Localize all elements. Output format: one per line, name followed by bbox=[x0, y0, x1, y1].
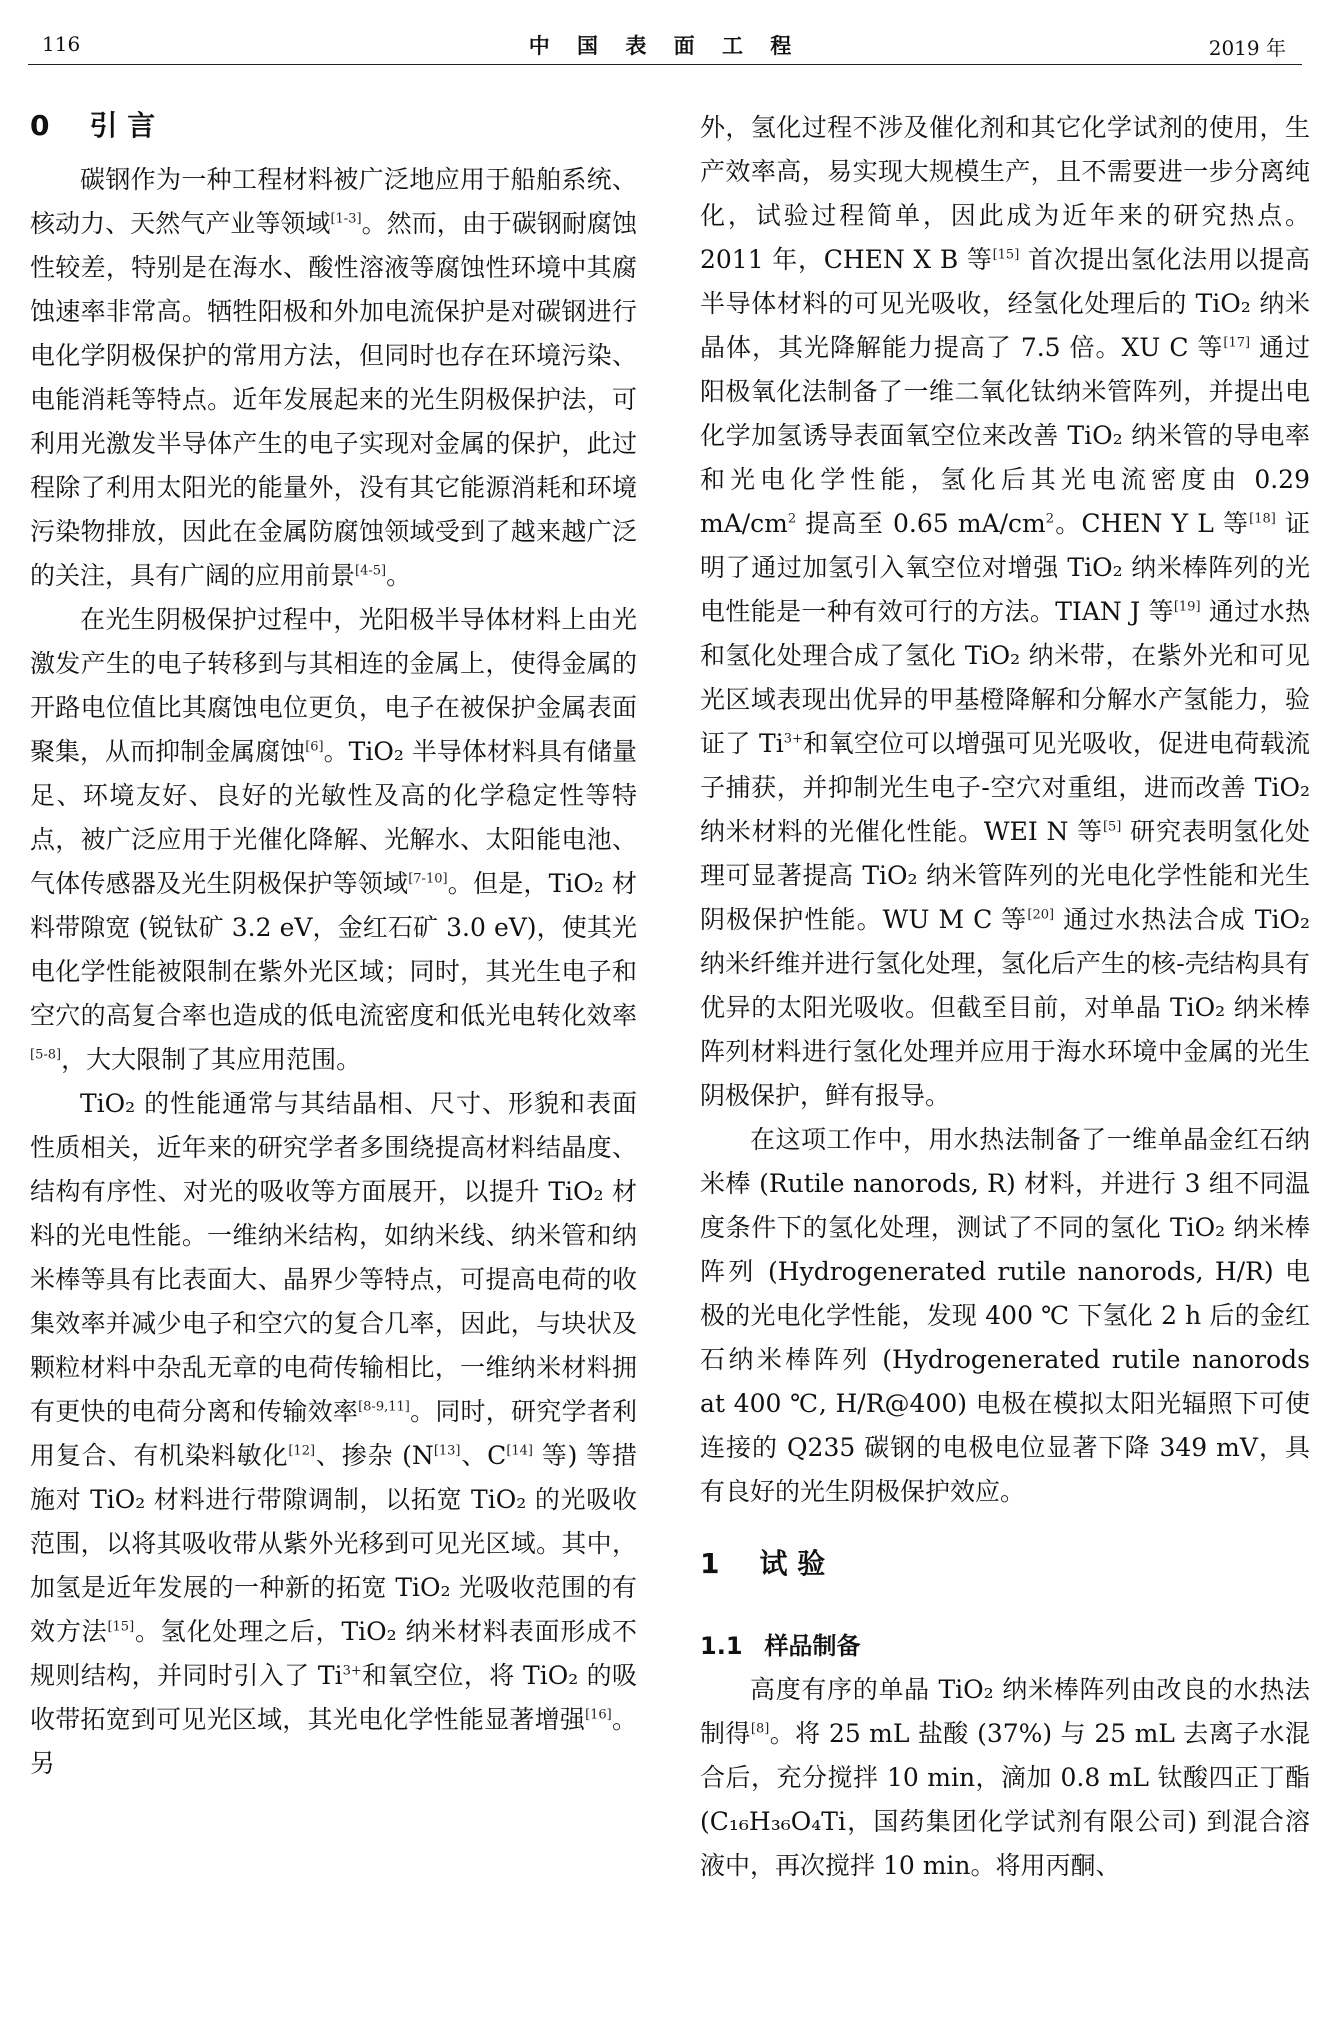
page-number: 116 bbox=[42, 32, 81, 56]
citation: [20] bbox=[1027, 907, 1055, 923]
citation: [5-8] bbox=[30, 1047, 62, 1063]
citation: [4-5] bbox=[355, 563, 387, 579]
running-header bbox=[28, 30, 1302, 65]
publication-year: 2019 年 bbox=[1208, 36, 1286, 60]
citation: [15] bbox=[992, 247, 1020, 263]
citation: [14] bbox=[506, 1443, 533, 1459]
citation: [1-3] bbox=[330, 211, 362, 227]
citation: [17] bbox=[1223, 335, 1251, 351]
paragraph-2: 在光生阴极保护过程中，光阳极半导体材料上由光激发产生的电子转移到与其相连的金属上，使得金属的开路电位值比其腐蚀电位更负，电子在被保护金属表面聚集，从而抑制金属腐蚀[6]。TiO₂ 半导体材料具有储量足、环境友好、良好的光敏性及高的化学稳定性等特点，被广泛应用于光催化降解、光解水、太阳能电池、气体传感器及光生阴极保护等领域[7-10]。但是，TiO₂ 材料带隙宽 (锐钛矿 3.2 eV，金红石矿 3.0 eV)，使其光电化学性能被限制在紫外光区域；同时，其光生电子和空穴的高复合率也造成的低电流密度和低光电转化效率[5-8]，大大限制了其应用范围。 bbox=[30, 605, 637, 1074]
paragraph-6: 高度有序的单晶 TiO₂ 纳米棒阵列由改良的水热法制得[8]。将 25 mL 盐酸 (37%) 与 25 mL 去离子水混合后，充分搅拌 10 min，滴加 0.8 mL 钛酸四正丁酯 (C₁₆H₃₆O₄Ti，国药集团化学试剂有限公司) 到混合溶液中，再次搅拌 10 min。将用丙酮、 bbox=[700, 1675, 1310, 1880]
citation: [13] bbox=[433, 1443, 461, 1459]
section-heading-introduction: 0 引 言 bbox=[30, 109, 156, 142]
citation: [8-9,11] bbox=[358, 1399, 410, 1415]
citation: [15] bbox=[107, 1619, 135, 1635]
citation: [5] bbox=[1102, 819, 1122, 835]
paragraph-4: 外，氢化过程不涉及催化剂和其它化学试剂的使用，生产效率高，易实现大规模生产，且不需要进一步分离纯化，试验过程简单，因此成为近年来的研究热点。2011 年，CHEN X B 等[15] 首次提出氢化法用以提高半导体材料的可见光吸收，经氢化处理后的 TiO₂ 纳米晶体，其光降解能力提高了 7.5 倍。XU C 等[17] 通过阳极氧化法制备了一维二氧化钛纳米管阵列，并提出电化学加氢诱导表面氧空位来改善 TiO₂ 纳米管的导电率和光电化学性能，氢化后其光电流密度由 0.29 $mA/cm^2$ 提高至 0.65 $mA/cm^2$。CHEN Y L 等[18] 证明了通过加氢引入氧空位对增强 TiO₂ 纳米棒阵列的光电性能是一种有效可行的方法。TIAN J 等[19] 通过水热和氢化处理合成了氢化 TiO₂ 纳米带，在紫外光和可见光区域表现出优异的甲基橙降解和分解水产氢能力，验证了 $Ti^{3+}$和氧空位可以增强可见光吸收，促进电荷载流子捕获，并抑制光生电子-空穴对重组，进而改善 TiO₂ 纳米材料的光催化性能。WEI N 等[5] 研究表明氢化处理可显著提高 TiO₂ 纳米管阵列的光电化学性能和光生阴极保护性能。WU M C 等[20] 通过水热法合成 TiO₂ 纳米纤维并进行氢化处理，氢化后产生的核-壳结构具有优异的太阳光吸收。但截至目前，对单晶 TiO₂ 纳米棒阵列材料进行氢化处理并应用于海水环境中金属的光生阴极保护，鲜有报导。 bbox=[700, 113, 1311, 1110]
journal-title: 中 国 表 面 工 程 bbox=[528, 34, 802, 58]
citation: [18] bbox=[1249, 511, 1276, 527]
citation: [7-10] bbox=[408, 871, 448, 887]
citation: [19] bbox=[1173, 599, 1201, 615]
superscript: 3+ bbox=[342, 1663, 362, 1679]
right-column bbox=[700, 106, 1310, 1888]
citation: [12] bbox=[288, 1443, 316, 1459]
subsection-heading-sample-preparation: 1.1 样品制备 bbox=[700, 1632, 861, 1660]
left-column bbox=[30, 104, 637, 1786]
citation: [6] bbox=[305, 739, 324, 755]
superscript: 2 bbox=[1045, 511, 1054, 527]
paragraph-3: TiO₂ 的性能通常与其结晶相、尺寸、形貌和表面性质相关，近年来的研究学者多围绕提高材料结晶度、结构有序性、对光的吸收等方面展开，以提升 TiO₂ 材料的光电性能。一维纳米结构，如纳米线、纳米管和纳米棒等具有比表面大、晶界少等特点，可提高电荷的收集效率并减少电子和空穴的复合几率，因此，与块状及颗粒材料中杂乱无章的电荷传输相比，一维纳米材料拥有更快的电荷分离和传输效率[8-9,11]。同时，研究学者利用复合、有机染料敏化[12]、掺杂 (N[13]、C[14] 等) 等措施对 TiO₂ 材料进行带隙调制，以拓宽 TiO₂ 的光吸收范围，以将其吸收带从紫外光移到可见光区域。其中，加氢是近年发展的一种新的拓宽 TiO₂ 光吸收范围的有效方法[15]。氢化处理之后，TiO₂ 纳米材料表面形成不规则结构，并同时引入了 $Ti^{3+}$和氧空位，将 TiO₂ 的吸收带拓宽到可见光区域，其光电化学性能显著增强[16]。另 bbox=[30, 1089, 637, 1778]
superscript: 3+ bbox=[783, 731, 803, 747]
section-heading-experiment: 1 试 验 bbox=[700, 1547, 826, 1580]
citation: [16] bbox=[585, 1707, 612, 1723]
superscript: 2 bbox=[787, 511, 797, 527]
citation: [8] bbox=[750, 1721, 770, 1737]
paragraph-5: 在这项工作中，用水热法制备了一维单晶金红石纳米棒 (Rutile nanorods, R) 材料，并进行 3 组不同温度条件下的氢化处理，测试了不同的氢化 TiO₂ 纳米棒阵列 (Hydrogenerated rutile nanorods, H/R) 电极的光电化学性能，发现 400 ℃ 下氢化 2 h 后的金红石纳米棒阵列 (Hydrogenerated rutile nanorods at 400 ℃, H/R@400) 电极在模拟太阳光辐照下可使连接的 Q235 碳钢的电极电位显著下降 349 mV，具有良好的光生阴极保护效应。 bbox=[700, 1125, 1310, 1506]
paragraph-1: 碳钢作为一种工程材料被广泛地应用于船舶系统、核动力、天然气产业等领域[1-3]。然而，由于碳钢耐腐蚀性较差，特别是在海水、酸性溶液等腐蚀性环境中其腐蚀速率非常高。牺牲阳极和外加电流保护是对碳钢进行电化学阴极保护的常用方法，但同时也存在环境污染、电能消耗等特点。近年发展起来的光生阴极保护法，可利用光激发半导体产生的电子实现对金属的保护，此过程除了利用太阳光的能量外，没有其它能源消耗和环境污染物排放，因此在金属防腐蚀领域受到了越来越广泛的关注，具有广阔的应用前景[4-5]。 bbox=[30, 165, 637, 590]
